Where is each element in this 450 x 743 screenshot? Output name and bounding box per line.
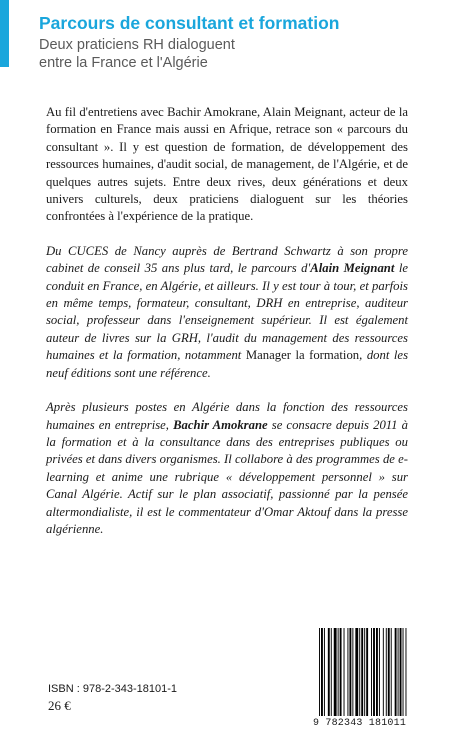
meignant-bio-middle: le conduit en France, en Algérie, et ailleurs. Il y est tour à tour, et parfois en même temps, formateur, consultant, DRH en entreprise, auditeur social, professeur dans l'enseignement supérieur. Il est également auteur de livres sur la GRH, l'audit du management des ressources humaines et la formation, notamment [46,261,408,363]
meignant-bio-after: , dont les neuf éditions sont une référence. [46,348,409,380]
book-subtitle [39,36,439,72]
subtitle-line-2: entre la France et l'Algérie [39,55,208,71]
barcode [313,626,437,730]
header [39,12,439,72]
amokrane-bio-paragraph [46,399,408,538]
amokrane-bio-before: Après plusieurs postes en Algérie dans la fonction des ressources humaines en entreprise, [46,400,408,432]
barcode-digits: 9 782343 181011 [313,718,437,729]
amokrane-bio-after: se consacre depuis 2011 à la formation et à la consultance dans des entreprises publiques ou privées et dans divers organismes. Il collabore à des programmes de e-learning et anime une rubrique « développement personnel » sur Canal Algérie. Actif sur le plan associatif, passionné par la pensée altermondialiste, il est le commentateur d'Omar Aktouf dans la presse algérienne. [46,417,408,536]
intro-paragraph: Au fil d'entretiens avec Bachir Amokrane, Alain Meignant, acteur de la formation en France mais aussi en Afrique, retrace son « parcours du consultant ». Il y est question de formation, de développement des ressources humaines, d'audit social, de management, de l'Algérie, et de quelques autres sujets. Entre deux rives, deux générations et deux univers culturels, deux praticiens dialoguent sur les théories confrontées à l'expérience de la pratique. [46,105,408,224]
meignant-name: Alain Meignant [310,261,395,276]
book-title: Parcours de consultant et formation [39,13,340,33]
accent-bar [0,0,9,67]
subtitle-line-1: Deux praticiens RH dialoguent [39,37,235,53]
amokrane-name: Bachir Amokrane [173,417,268,432]
meignant-bio-before: Du CUCES de Nancy auprès de Bertrand Schwartz à son propre cabinet de conseil 35 ans plus tard, le parcours d' [46,243,408,276]
book-reference: Manager la formation [245,348,360,363]
meignant-bio-paragraph [46,243,408,382]
back-cover-text [46,104,408,555]
isbn-label: ISBN : 978-2-343-18101-1 [48,683,178,695]
price-label: 26 € [48,698,71,713]
